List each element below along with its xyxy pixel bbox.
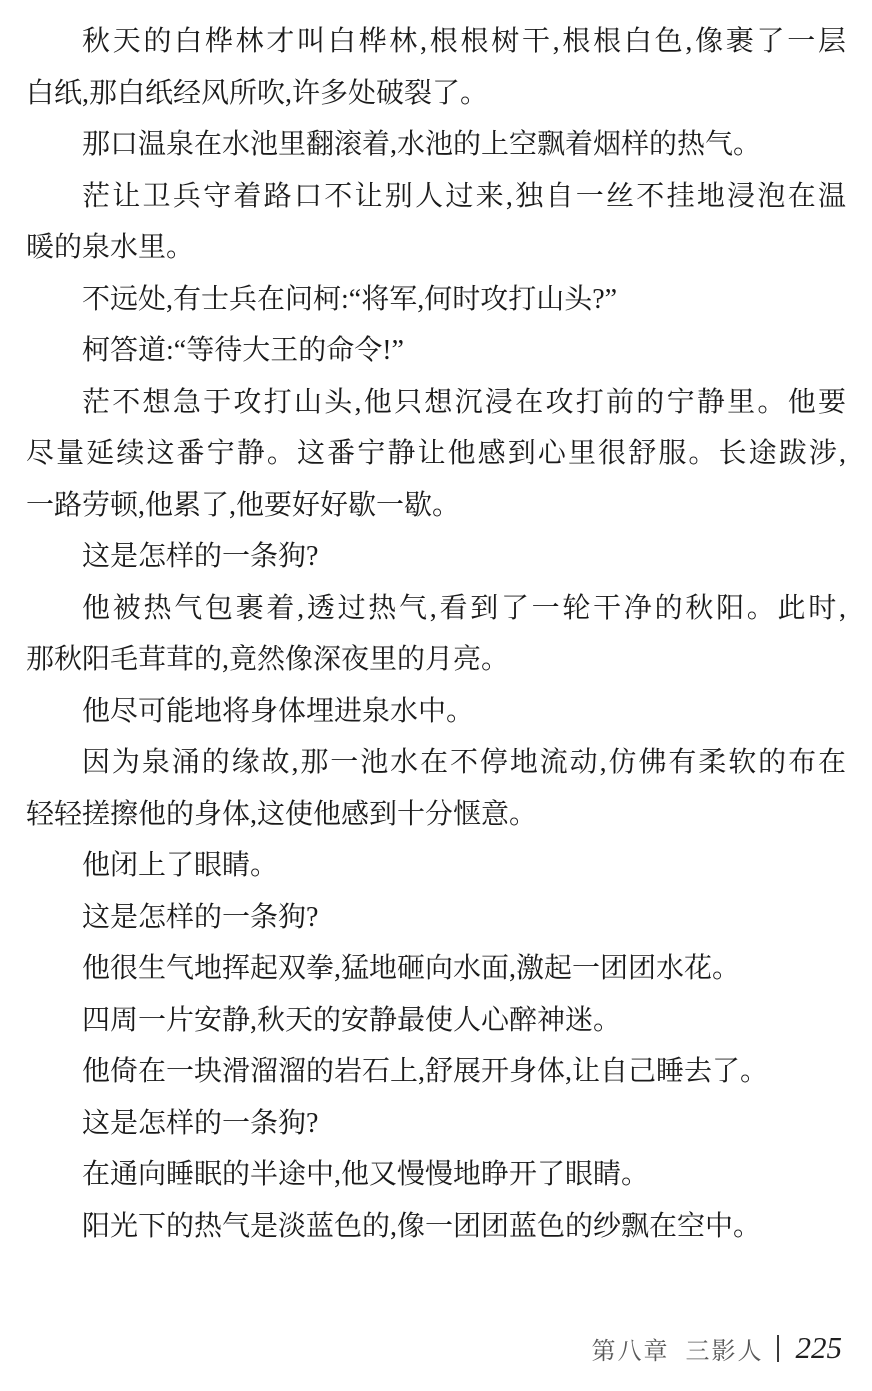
text-line: 轻轻搓擦他的身体,这使他感到十分惬意。 [26,798,538,830]
text-line: 柯答道:“等待大王的命令!” [82,335,404,366]
text-line: 那口温泉在水池里翻滚着,水池的上空飘着烟样的热气。 [82,129,762,160]
text-line: 茫让卫兵守着路口不让别人过来,独自一丝不挂地浸泡在温 [82,180,846,212]
text-line: 不远处,有士兵在问柯:“将军,何时攻打山头?” [82,283,618,315]
footer-chapter-label: 第八章 [591,1338,670,1365]
text-line: 因为泉涌的缘故,那一池水在不停地流动,仿佛有柔软的布在 [82,747,846,778]
text-line: 茫不想急于攻打山头,他只想沉浸在攻打前的宁静里。他要 [82,386,846,418]
text-line: 他被热气包裹着,透过热气,看到了一轮干净的秋阳。此时, [82,592,846,624]
text-line: 一路劳顿,他累了,他要好好歇一歇。 [26,489,461,521]
text-line: 他倚在一块滑溜溜的岩石上,舒展开身体,让自己睡去了。 [82,1056,769,1087]
page-text [26,16,846,1252]
text-line: 他尽可能地将身体埋进泉水中。 [82,695,475,727]
text-line: 那秋阳毛茸茸的,竟然像深夜里的月亮。 [26,644,510,675]
text-line: 白纸,那白纸经风所吹,许多处破裂了。 [26,77,489,109]
text-line: 他很生气地挥起双拳,猛地砸向水面,激起一团团水花。 [82,953,741,984]
footer-book-title: 三影人 [685,1338,764,1365]
text-line: 在通向睡眠的半途中,他又慢慢地睁开了眼睛。 [82,1159,650,1190]
text-line: 暖的泉水里。 [26,232,195,263]
page-footer [592,1330,843,1366]
text-line: 四周一片安静,秋天的安静最使人心醉神迷。 [82,1004,622,1036]
footer-page-number: 225 [795,1330,842,1365]
text-line: 这是怎样的一条狗? [82,901,319,933]
text-line: 他闭上了眼睛。 [82,850,279,881]
text-line: 尽量延续这番宁静。这番宁静让他感到心里很舒服。长途跋涉, [26,438,846,469]
text-line: 阳光下的热气是淡蓝色的,像一团团蓝色的纱飘在空中。 [82,1210,762,1242]
footer-separator-bar [777,1335,779,1362]
text-line: 这是怎样的一条狗? [82,1107,319,1139]
text-line: 这是怎样的一条狗? [82,541,319,572]
text-line: 秋天的白桦林才叫白桦林,根根树干,根根白色,像裹了一层 [82,26,846,57]
